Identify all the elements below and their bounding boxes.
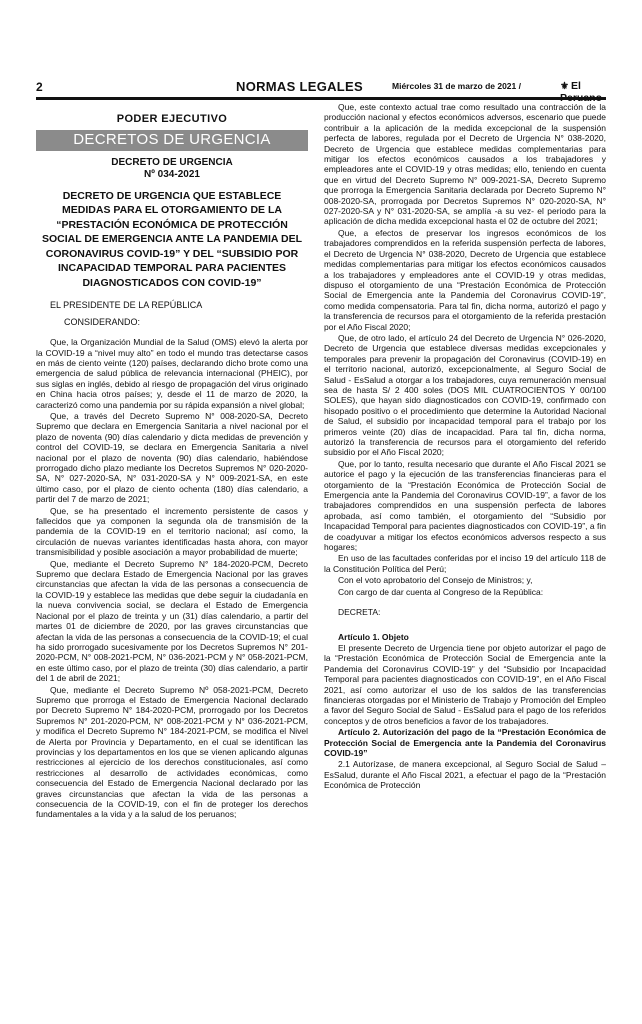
executive-heading: PODER EJECUTIVO — [116, 113, 228, 125]
considerando-paragraph: Que, mediante el Decreto Supremo N° 184-2020-PCM, Decreto Supremo que declara Estado de Emergencia Nacional por las graves circunstancias que afectan la vida de las personas a consecuencia de la COVID-19 y establece las medidas que debe seguir la ciudadanía en la nueva convivencia social, se declara el Estado de Emergencia Nacional por el plazo de treinta y un (31) días calendario, a partir del martes 01 de diciembre de 2020, por las graves circunstancias que afectan la vida de las personas a consecuencia de la COVID-19; el cual ha sido prorrogado sucesivamente por los Decretos Supremos N° 201-2020-PCM, N° 008-2021-PCM, N° 036-2021-PCM y N° 058-2021-PCM, en este último caso, por el plazo de treinta (30) días calendario, a partir del 1 de abril de 2021; — [36, 558, 308, 684]
considerando-paragraph: Que, a través del Decreto Supremo N° 008-2020-SA, Decreto Supremo que declara en Emergencia Sanitaria a nivel nacional por el plazo de noventa (90) días calendario y dicta medidas de prevención y control del COVID-19, se declara en Emergencia Sanitaria a nivel nacional por el plazo de noventa (90) días calendario, habiéndose prorrogado dicho plazo mediante los Decretos Supremos N° 020-2020-SA, N° 027-2020-SA, N° 031-2020-SA y N° 009-2021-SA, en este último caso, por el plazo de ciento ochenta (180) días calendario, a partir del 7 de marzo de 2021; — [36, 410, 308, 505]
considerando-paragraph: Que, de otro lado, el artículo 24 del Decreto de Urgencia N° 026-2020, Decreto de Urgencia que establece diversas medidas excepcionales y temporales para prevenir la propagación del Coronavirus (COVID-19) en el territorio nacional, autorizó, excepcionalmente, al Seguro Social de Salud - EsSalud a otorgar a los trabajadores, cuya remuneración mensual sea de hasta S/ 2 400 soles (DOS MIL CUATROCIENTOS Y 00/100 SOLES), que hayan sido diagnosticados con COVID-19, confirmado con hisopado positivo o el procedimiento que determine la Autoridad Nacional de Salud, el subsidio por incapacidad temporal para el trabajo por los primeros veinte (20) días de incapacidad. Para tal fin, dicha norma, autorizó la transferencia de recursos para el otorgamiento del referido subsidio por el Año Fiscal 2020; — [324, 332, 606, 458]
article-1-title: Artículo 1. Objeto — [338, 631, 409, 642]
right-column — [324, 102, 606, 792]
considerando-paragraph: Con cargo de dar cuenta al Congreso de la República: — [338, 586, 544, 597]
considerando-heading: CONSIDERANDO: — [64, 316, 141, 327]
header-rule — [36, 97, 606, 100]
considerando-paragraph: En uso de las facultades conferidas por el inciso 19 del artículo 118 de la Constitución Política del Perú; — [324, 553, 606, 574]
article-2-title: Artículo 2. Autorización del pago de la “Prestación Económica de Protección Social de Emergencia ante la Pandemia del Coronavirus COVID-19” — [324, 727, 606, 758]
decreta-heading: DECRETA: — [338, 607, 381, 618]
newspaper-name: El — [570, 80, 581, 92]
considerando-paragraph: Que, mediante el Decreto Supremo Nº 058-2021-PCM, Decreto Supremo que prorroga el Estado de Emergencia Nacional declarado por Decreto Supremo N° 184-2020-PCM, prorrogado por los Decretos Supremos N° 201-2020-PCM, N° 008-2021-PCM y N° 036-2021-PCM, y modifica el Decreto Supremo N° 184-2021-PCM, se modifica el Nivel de Alerta por Provincia y Departamento, en el cual se identifican las provincias y los departamentos en los que se vienen aplicando algunas restricciones al ejercicio de los derechos constitucionales, así como restricciones al desarrollo de actividades económicas, como consecuencia del Estado de Emergencia Nacional declarado por las graves circunstancias que afectan la vida de las personas a consecuencia de la COVID-19, con el fin de proteger los derechos fundamentales a la vida y a la salud de los peruanos; — [36, 684, 308, 820]
decree-number — [36, 157, 308, 181]
considerando-paragraph: Que, por lo tanto, resulta necesario que durante el Año Fiscal 2021 se autorice el pago y la ejecución de las transferencias financieras para el otorgamiento de la “Prestación Económica de Protección Social de Emergencia ante la Pandemia del Coronavirus COVID-19”, a favor de los trabajadores comprendidos en una suspensión perfecta de labores aprobada, así como también, el otorgamiento del “Subsidio por Incapacidad Temporal para pacientes diagnosticados con COVID-19”, a fin de coadyuvar a mitigar los efectos económicos adversos respecto a sus hogares; — [324, 458, 606, 553]
newspaper-logo — [560, 80, 606, 104]
considerando-paragraph: Con el voto aprobatorio del Consejo de Ministros; y, — [338, 575, 533, 586]
considerando-paragraph: Que, la Organización Mundial de la Salud (OMS) elevó la alerta por la COVID-19 a “nivel muy alto” en todo el mundo tras detectarse casos en más de ciento veinte (120) países, declarando dicho brote como una emergencia de salud pública de relevancia internacional (PHEIC), por sus siglas en inglés, debido al riesgo de propagación del virus originado en China hacia otros países; y, desde el 11 de marzo de 2020, la caracterizó como una pandemia por su rápida expansión a nivel global; — [36, 337, 308, 410]
decree-number-line1: DECRETO DE URGENCIA — [111, 156, 233, 168]
left-column — [36, 112, 308, 821]
coat-of-arms-icon: ⚜ — [560, 81, 569, 92]
page-number: 2 — [36, 80, 43, 94]
article-1-text: El presente Decreto de Urgencia tiene por objeto autorizar el pago de la “Prestación Económica de Protección Social de Emergencia ante la Pandemia del Coronavirus COVID-19” y del “Subsidio por Incapacidad Temporal para pacientes diagnosticados con COVID-19”, en el Año Fiscal 2021, así como autorizar el uso de los saldos de las transferencias financieras otorgadas por el Ministerio de Trabajo y Promoción del Empleo a favor del Seguro Social de Salud - EsSalud para el pago de los referidos conceptos y de otros beneficios a favor de los trabajadores. — [324, 642, 606, 726]
page-header — [36, 80, 606, 94]
section-banner: DECRETOS DE URGENCIA — [36, 130, 308, 150]
considerando-paragraph: Que, a efectos de preservar los ingresos económicos de los trabajadores comprendidos en la referida suspensión perfecta de labores, el Decreto de Urgencia N° 038-2020, Decreto de Urgencia que establece medidas complementarias para mitigar los efectos económicos causados a los trabajadores y empleadores ante el COVID-19 y otras medidas, dispuso el otorgamiento de una “Prestación Económica de Protección Social de Emergencia ante la Pandemia del Coronavirus COVID-19”, como medida compensatoria. Para tal fin, dicha norma, autorizó el pago y la transferencia de recursos para el otorgamiento de la referida prestación por el Año Fiscal 2020; — [324, 227, 606, 332]
considerando-paragraph: Que, este contexto actual trae como resultado una contracción de la producción nacional y efectos económicos adversos, escenario que puede contribuir a la aplicación de la medida excepcional de la suspensión perfecta de labores, regulada por el Decreto de Urgencia N° 038-2020, Decreto de Urgencia que establece medidas complementarias para mitigar los efectos económicos causados a los trabajadores y empleadores ante el COVID-19 y otras medidas; ello, teniendo en cuenta que en virtud del Decreto Supremo N° 009-2021-SA, Decreto Supremo que prorroga la Emergencia Sanitaria declarada por Decreto Supremo N° 008-2020-SA, prorrogada por Decretos Supremos N° 020-2020-SA, N° 027-2020-SA y N° 031-2020-SA, se amplía -a su vez- el periodo para la aplicación de dicha medida excepcional hasta el 02 de octubre del 2021; — [324, 102, 606, 227]
decree-number-line2: Nº 034-2021 — [144, 168, 200, 180]
section-title: NORMAS LEGALES — [236, 79, 363, 94]
president-line: EL PRESIDENTE DE LA REPÚBLICA — [50, 300, 203, 311]
considerando-paragraph: Que, se ha presentado el incremento persistente de casos y fallecidos que ya componen la segunda ola de transmisión de la pandemia de la COVID-19 en el territorio nacional; así como, la circulación de nuevas variantes identificadas hasta ahora, con mayor transmisibilidad y posible asociación a mayor probabilidad de muerte; — [36, 505, 308, 558]
publication-date: Miércoles 31 de marzo de 2021 / — [392, 81, 521, 91]
article-2-text: 2.1 Autorízase, de manera excepcional, al Seguro Social de Salud – EsSalud, durante el Año Fiscal 2021, a efectuar el pago de la “Prestación Económica de Protección — [324, 759, 606, 791]
decree-title: DECRETO DE URGENCIA QUE ESTABLECE MEDIDAS PARA EL OTORGAMIENTO DE LA “PRESTACIÓN ECONÓMICA DE PROTECCIÓN SOCIAL DE EMERGENCIA ANTE LA PANDEMIA DEL CORONAVIRUS COVID-19” Y DEL “SUBSIDIO POR INCAPACIDAD TEMPORAL PARA PACIENTES DIAGNOSTICADOS CON COVID-19” — [42, 189, 302, 289]
